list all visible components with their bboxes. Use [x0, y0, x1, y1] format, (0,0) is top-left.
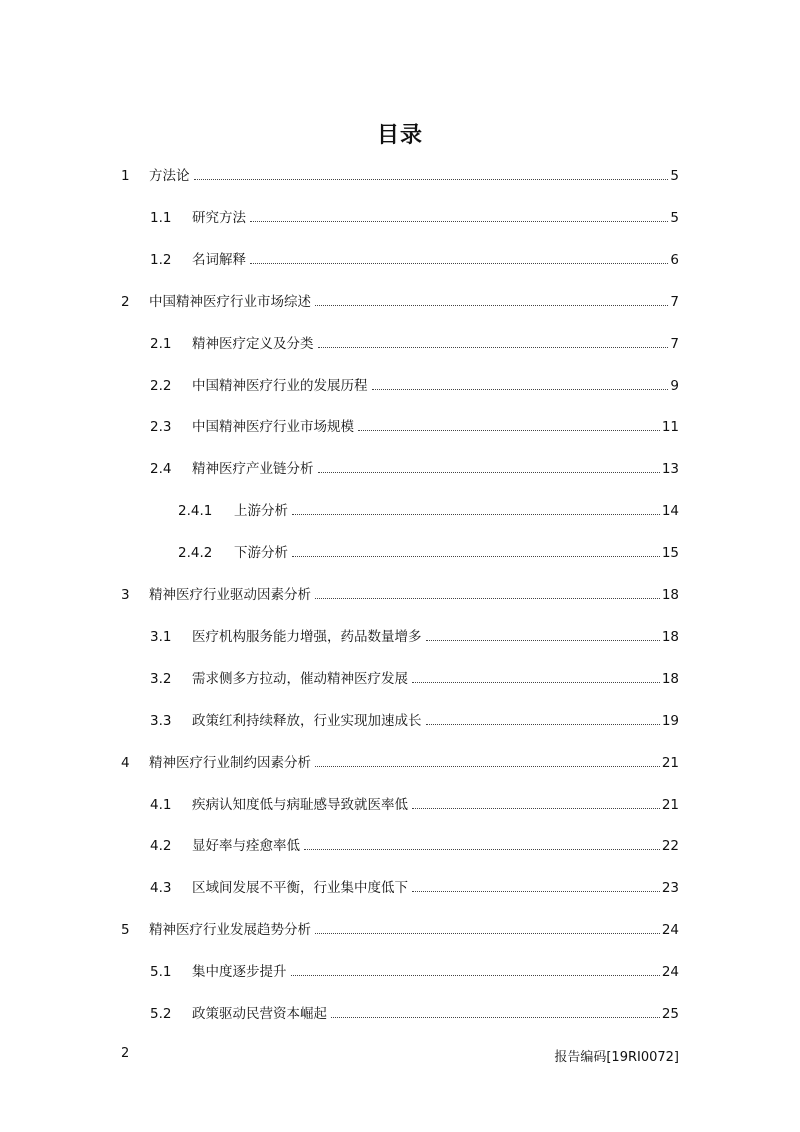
toc-entry[interactable] [121, 292, 679, 312]
toc-dot-leader [315, 305, 668, 306]
toc-entry-number: 3 [121, 587, 130, 603]
toc-entry-page: 5 [670, 209, 679, 226]
toc-entry-number: 2.4.1 [178, 503, 213, 520]
toc-entry-label: 方法论 [149, 168, 190, 184]
toc-dot-leader [292, 556, 660, 557]
toc-entry[interactable] [178, 543, 679, 563]
toc-entry-page: 13 [661, 461, 679, 478]
toc-entry-label: 集中度逐步提升 [192, 964, 287, 981]
toc-entry-label: 显好率与痊愈率低 [192, 838, 300, 855]
toc-entry-page: 18 [661, 670, 679, 687]
toc-entry-page: 24 [661, 964, 679, 981]
toc-entry-number: 3.2 [150, 670, 172, 687]
toc-entry-label: 医疗机构服务能力增强，药品数量增多 [192, 628, 422, 645]
toc-entry[interactable] [178, 501, 679, 521]
toc-entry[interactable] [150, 836, 679, 856]
toc-dot-leader [315, 598, 660, 599]
toc-entry-number: 1.1 [150, 209, 172, 226]
toc-entry-page: 23 [661, 880, 679, 897]
toc-entry[interactable] [121, 920, 679, 940]
toc-entry-page: 22 [661, 838, 679, 855]
toc-dot-leader [250, 221, 668, 222]
toc-entry-label: 政策红利持续释放，行业实现加速成长 [192, 712, 422, 729]
toc-entry-label: 下游分析 [234, 545, 288, 562]
toc-entry-page: 14 [661, 503, 679, 520]
toc-title: 目录 [376, 123, 423, 148]
toc-entry[interactable] [150, 962, 679, 982]
toc-entry-number: 2.2 [150, 377, 172, 394]
toc-entry-page: 21 [661, 754, 679, 771]
toc-dot-leader [372, 389, 669, 390]
toc-entry-page: 7 [670, 335, 679, 352]
toc-entry-label: 上游分析 [234, 503, 288, 520]
toc-entry[interactable] [150, 878, 679, 898]
toc-entry-number: 4.2 [150, 838, 172, 855]
toc-entry-number: 4.3 [150, 880, 172, 897]
toc-dot-leader [304, 849, 660, 850]
toc-dot-leader [250, 263, 668, 264]
toc-dot-leader [426, 640, 660, 641]
toc-entry-number: 5.2 [150, 1006, 172, 1022]
toc-entry-page: 5 [670, 168, 679, 184]
toc-entry-label: 中国精神医疗行业的发展历程 [192, 377, 368, 394]
toc-dot-leader [315, 933, 660, 934]
toc-dot-leader [358, 430, 660, 431]
toc-entry-label: 精神医疗行业制约因素分析 [149, 754, 311, 771]
toc-entry-label: 中国精神医疗行业市场综述 [149, 293, 311, 310]
toc-dot-leader [194, 179, 669, 180]
toc-entry-page: 6 [670, 251, 679, 268]
toc-entry-label: 区域间发展不平衡，行业集中度低下 [192, 880, 408, 897]
toc-entry[interactable] [150, 334, 679, 354]
toc-entry-label: 精神医疗行业发展趋势分析 [149, 922, 311, 939]
toc-entry-number: 3.3 [150, 712, 172, 729]
toc-dot-leader [291, 975, 660, 976]
toc-entry-page: 18 [661, 628, 679, 645]
toc-entry-number: 4.1 [150, 796, 172, 813]
toc-entry[interactable] [150, 711, 679, 731]
toc-entry-label: 需求侧多方拉动，催动精神医疗发展 [192, 670, 408, 687]
toc-entry-number: 5 [121, 922, 130, 939]
toc-entry-label: 精神医疗产业链分析 [192, 461, 314, 478]
toc-entry-number: 2 [121, 293, 130, 310]
toc-entry-label: 名词解释 [192, 251, 246, 268]
toc-entry-page: 18 [661, 587, 679, 603]
toc-entry-number: 5.1 [150, 964, 172, 981]
toc-dot-leader [426, 724, 660, 725]
toc-entry[interactable] [150, 417, 679, 437]
toc-entry-number: 2.4 [150, 461, 172, 478]
toc-entry-page: 7 [670, 293, 679, 310]
toc-entry[interactable] [150, 208, 679, 228]
toc-entry[interactable] [121, 166, 679, 186]
footer-page-number: 2 [121, 1046, 130, 1061]
toc-entry-page: 9 [670, 377, 679, 394]
toc-entry-page: 19 [661, 712, 679, 729]
toc-dot-leader [412, 808, 660, 809]
toc-dot-leader [412, 891, 660, 892]
toc-entry-label: 疾病认知度低与病耻感导致就医率低 [192, 796, 408, 813]
footer-report-code: 报告编码[19RI0072] [554, 1050, 679, 1065]
toc-entry-label: 精神医疗定义及分类 [192, 335, 314, 352]
toc-entry[interactable] [121, 585, 679, 605]
toc-entry-number: 1.2 [150, 251, 172, 268]
toc-entry[interactable] [150, 795, 679, 815]
toc-entry-page: 24 [661, 922, 679, 939]
toc-entry-number: 1 [121, 168, 130, 184]
toc-entry[interactable] [150, 459, 679, 479]
toc-entry-page: 21 [661, 796, 679, 813]
toc-entry-page: 25 [661, 1006, 679, 1022]
toc-dot-leader [315, 766, 660, 767]
toc-entry-number: 3.1 [150, 628, 172, 645]
toc-dot-leader [318, 347, 669, 348]
toc-dot-leader [331, 1017, 660, 1018]
toc-entry-label: 研究方法 [192, 209, 246, 226]
toc-entry[interactable] [150, 1004, 679, 1024]
toc-entry-label: 政策驱动民营资本崛起 [192, 1006, 327, 1022]
toc-entry[interactable] [150, 669, 679, 689]
toc-entry-number: 2.1 [150, 335, 172, 352]
toc-entry-label: 精神医疗行业驱动因素分析 [149, 587, 311, 603]
toc-entry-page: 11 [661, 419, 679, 436]
toc-entry[interactable] [121, 753, 679, 773]
toc-entry-number: 4 [121, 754, 130, 771]
toc-entry[interactable] [150, 250, 679, 270]
toc-entry-number: 2.4.2 [178, 545, 213, 562]
toc-entry[interactable] [150, 376, 679, 396]
toc-entry-number: 2.3 [150, 419, 172, 436]
toc-dot-leader [292, 514, 660, 515]
toc-entry-page: 15 [661, 545, 679, 562]
toc-dot-leader [412, 682, 660, 683]
toc-entry[interactable] [150, 627, 679, 647]
toc-dot-leader [318, 472, 660, 473]
toc-entry-label: 中国精神医疗行业市场规模 [192, 419, 354, 436]
